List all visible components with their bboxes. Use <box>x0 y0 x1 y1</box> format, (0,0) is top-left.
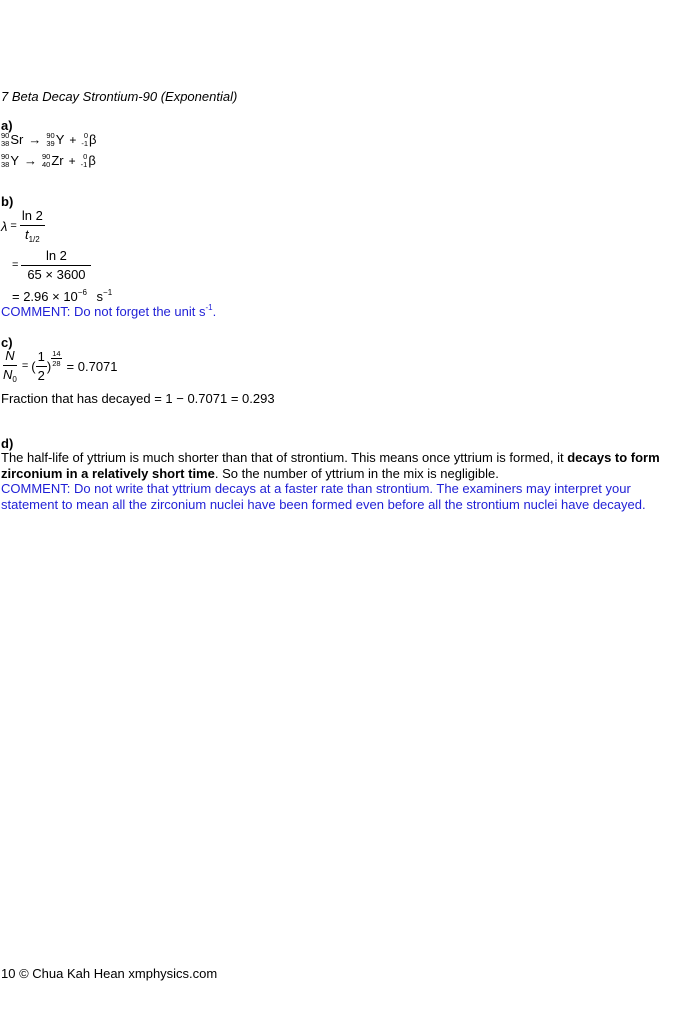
part-d-answer: The half-life of yttrium is much shorter than that of strontium. This means once yttrium is formed, it decays to form zirconium in a relatively short time. So the number of yttrium in the mix is negligible. <box>1 450 660 481</box>
comment-b: COMMENT: Do not forget the unit $s^{-1}$. <box>1 303 217 319</box>
nuclide-zr: 90 40 Zr <box>42 152 64 169</box>
nuclide-y: 90 38 Y <box>1 152 20 169</box>
part-c-label: c) <box>1 335 13 350</box>
arrow-icon: → <box>28 131 42 147</box>
part-d-label: d) <box>1 436 14 451</box>
ratio-equation: $\frac{N}{N_0}$ = ( $\frac{1}{2}$ ) $\frac{14}{28}$ = 0.7071 <box>3 348 118 385</box>
ln2-over-thalf: $\frac{\ln 2}{t_{1/2}}$ <box>21 208 43 245</box>
fraction-decayed: Fraction that has decayed = 1 − 0.7071 = 0.293 <box>1 391 275 406</box>
nuclide-sr: 90 38 Sr <box>1 131 24 148</box>
part-b-label: b) <box>1 194 14 209</box>
lambda-substitution: = $\frac{\ln 2}{65 \times 3600}$ <box>12 248 91 284</box>
lambda-result: = $2.96 \times 10^{-6}$ $s^{-1}$ <box>12 288 113 304</box>
comment-d: COMMENT: Do not write that yttrium decays at a faster rate than strontium. The examiners may interpret your statement to mean all the zirconium nuclei have been formed even before all the strontium nuclei have decayed. <box>1 481 646 512</box>
decay-equation-2: 90 38 Y → 90 40 Zr + 0 -1 β <box>1 152 96 169</box>
page-footer: 10 © Chua Kah Hean xmphysics.com <box>1 966 218 981</box>
arrow-icon: → <box>24 152 38 168</box>
nuclide-beta: 0 -1 β <box>80 152 96 169</box>
decay-equation-1: 90 38 Sr → 90 39 Y + 0 -1 β <box>1 131 97 148</box>
part-a-label: a) <box>1 118 13 133</box>
nuclide-y: 90 39 Y <box>46 131 65 148</box>
section-title: 7 Beta Decay Strontium-90 (Exponential) <box>1 89 238 104</box>
lambda-equation: λ = $\frac{\ln 2}{t_{1/2}}$ <box>1 208 43 245</box>
nuclide-beta: 0 -1 β <box>81 131 97 148</box>
exponent-fraction: $\frac{14}{28}$ <box>52 348 61 369</box>
